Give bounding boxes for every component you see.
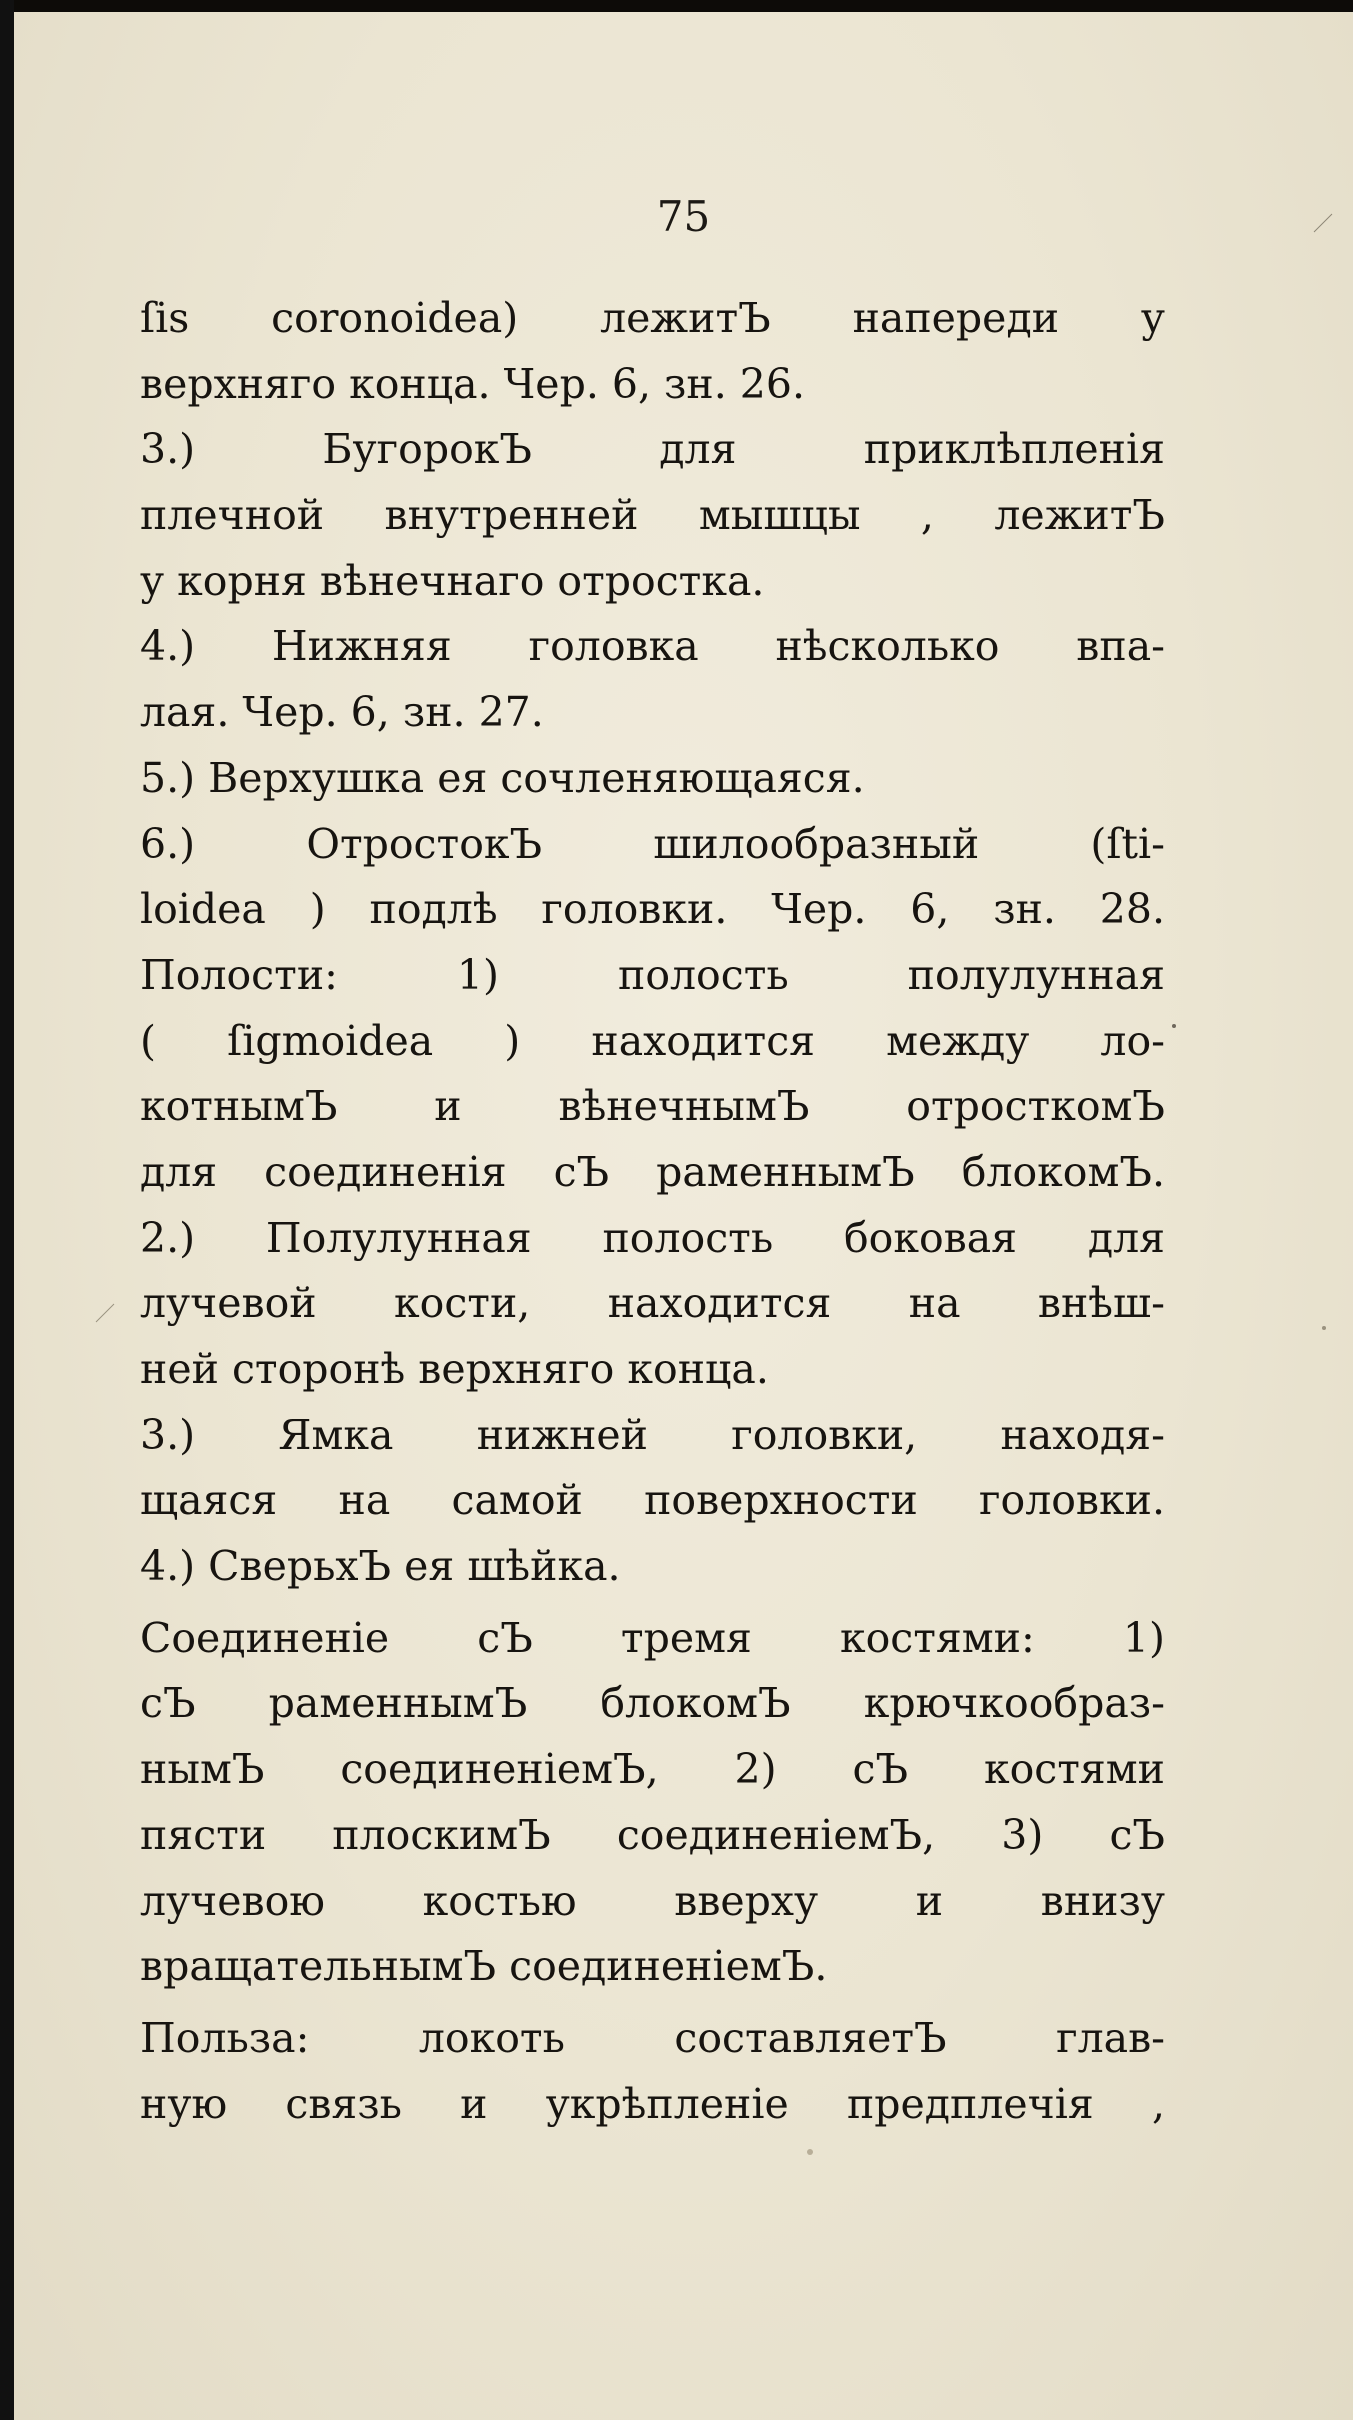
text-line: лая. Чер. 6, зн. 27.: [140, 688, 544, 737]
text-line: плечной внутренней мышцы , лежитЪ: [140, 491, 1165, 540]
text-line: loidea ) подлѣ головки. Чер. 6, зн. 28.: [140, 885, 1165, 934]
text-line: Польза: локоть составляетЪ глав-: [140, 2013, 1165, 2062]
text-line: Полости: 1) полость полулунная: [140, 950, 1165, 999]
text-line: ную связь и укрѣпленіе предплечія ,: [140, 2079, 1165, 2128]
paper-speck: [1172, 1024, 1176, 1028]
page-body-text: [140, 286, 1165, 2137]
text-line: нымЪ соединеніемЪ, 2) сЪ костями: [140, 1745, 1165, 1794]
text-line: 6.) ОтростокЪ шилообразный (ſti-: [140, 819, 1165, 868]
text-line: вращательнымЪ соединеніемЪ.: [140, 1942, 828, 1991]
text-line: сЪ раменнымЪ блокомЪ крючкообраз-: [140, 1679, 1165, 1728]
paper-scratch: [96, 1304, 114, 1322]
text-line: щаяся на самой поверхности головки.: [140, 1476, 1165, 1525]
text-line: 2.) Полулунная полость боковая для: [140, 1213, 1165, 1262]
book-page: [14, 12, 1353, 2420]
text-line: у корня вѣнечнаго отростка.: [140, 556, 765, 605]
paper-speck: [1322, 1326, 1326, 1330]
text-line: лучевой кости, находится на внѣш-: [140, 1279, 1165, 1328]
text-line: 5.) Верхушка ея сочленяющаяся.: [140, 753, 865, 802]
text-line: 3.) Ямка нижней головки, находя-: [140, 1410, 1165, 1459]
text-line: Соединеніе сЪ тремя костями: 1): [140, 1613, 1165, 1662]
text-line: пясти плоскимЪ соединеніемЪ, 3) сЪ: [140, 1810, 1165, 1859]
text-line: котнымЪ и вѣнечнымЪ отросткомЪ: [140, 1082, 1165, 1131]
text-line: верхняго конца. Чер. 6, зн. 26.: [140, 359, 805, 408]
page-number: 75: [656, 192, 711, 241]
text-line: ſis coronoidea) лежитЪ напереди у: [140, 294, 1165, 342]
text-line: 4.) СверьхЪ ея шѣйка.: [140, 1542, 621, 1591]
page-shadow-edge: [0, 0, 14, 2420]
text-line: ней сторонѣ верхняго конца.: [140, 1345, 769, 1393]
text-line: 4.) Нижняя головка нѣсколько впа-: [140, 622, 1165, 671]
paper-speck: [807, 2149, 813, 2155]
text-line: ( ſigmoidea ) находится между ло-: [140, 1016, 1165, 1065]
text-line: для соединенія сЪ раменнымЪ блокомЪ.: [140, 1147, 1165, 1196]
text-line: лучевою костью вверху и внизу: [140, 1876, 1165, 1925]
text-line: 3.) БугорокЪ для приклѣпленія: [140, 425, 1165, 474]
